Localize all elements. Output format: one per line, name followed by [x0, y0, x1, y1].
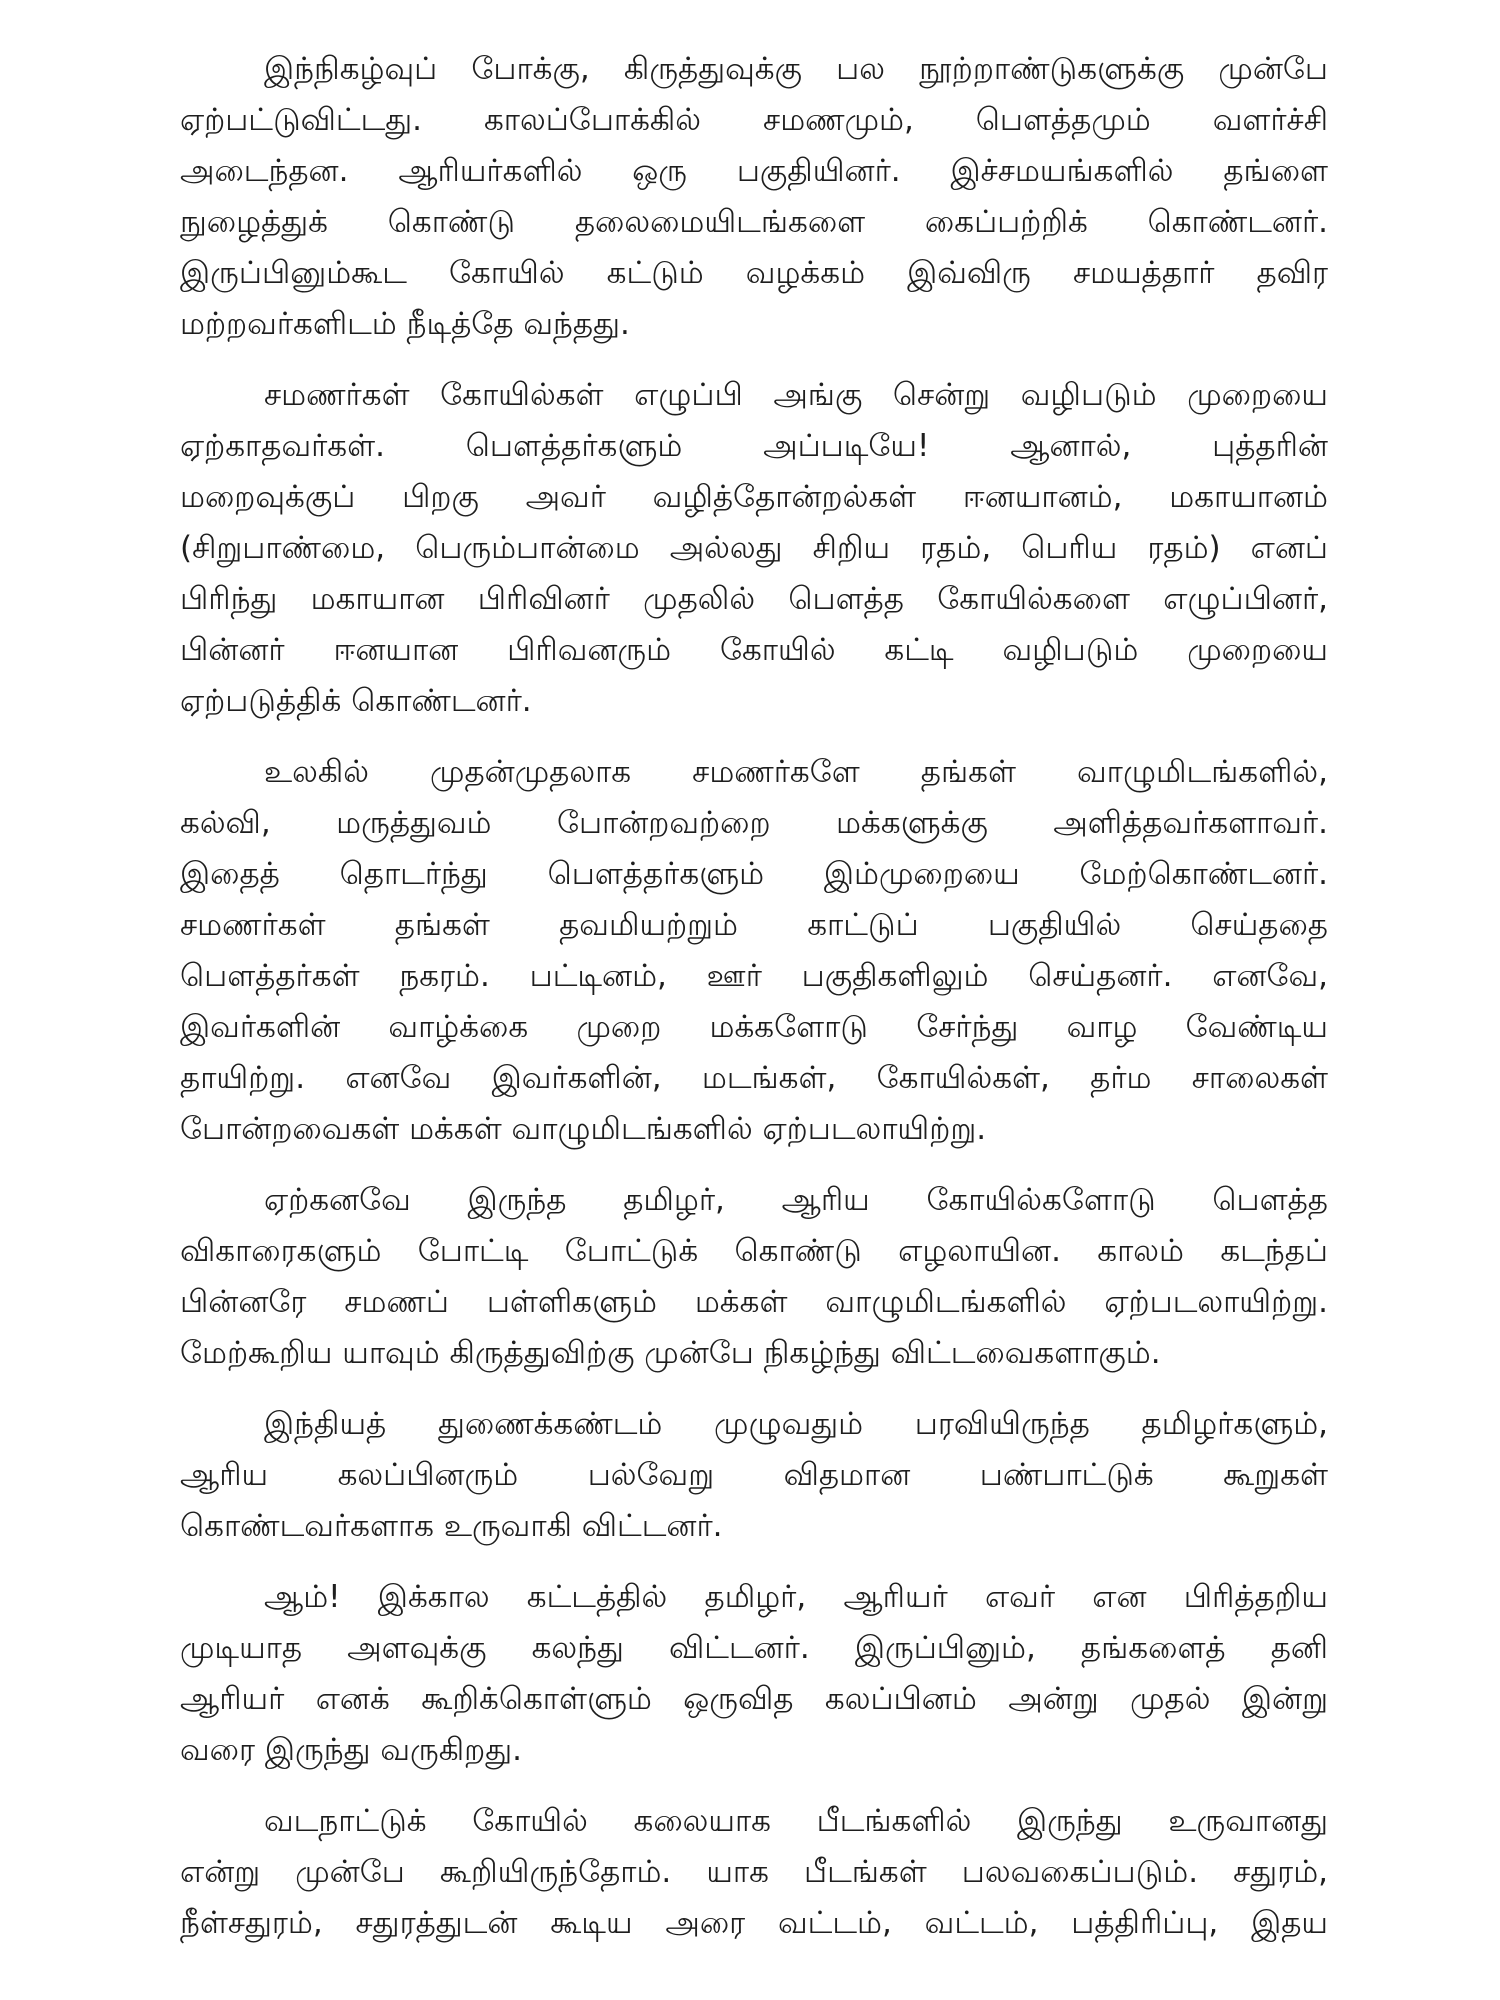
text-line: ஆரிய கலப்பினரும் பல்வேறு விதமான பண்பாட்டுக் கூறுகள்: [180, 1457, 1328, 1493]
text-line: கொண்டவர்களாக உருவாகி விட்டனர்.: [180, 1508, 723, 1544]
paragraph-6: [180, 1572, 1328, 1776]
text-line: நுழைத்துக் கொண்டு தலைமையிடங்களை கைப்பற்றிக் கொண்டனர்.: [180, 204, 1328, 240]
text-line: வரை இருந்து வருகிறது.: [180, 1732, 523, 1768]
text-line: என்று முன்பே கூறியிருந்தோம். யாக பீடங்கள் பலவகைப்படும். சதுரம்,: [180, 1854, 1328, 1890]
text-line: பிரிந்து மகாயான பிரிவினர் முதலில் பௌத்த கோயில்களை எழுப்பினர்,: [180, 581, 1328, 617]
text-line: இதைத் தொடர்ந்து பௌத்தர்களும் இம்முறையை மேற்கொண்டனர்.: [180, 856, 1328, 892]
text-line: ஆம்! இக்கால கட்டத்தில் தமிழர், ஆரியர் எவர் என பிரித்தறிய: [264, 1579, 1328, 1615]
text-line: ஏற்காதவர்கள். பௌத்தர்களும் அப்படியே! ஆனால், புத்தரின்: [180, 428, 1328, 464]
text-line: ஏற்கனவே இருந்த தமிழர், ஆரிய கோயில்களோடு பௌத்த: [264, 1182, 1328, 1218]
text-line: சமணர்கள் தங்கள் தவமியற்றும் காட்டுப் பகுதியில் செய்ததை: [180, 907, 1328, 943]
paragraph-7: [180, 1796, 1328, 1949]
text-line: (சிறுபாண்மை, பெரும்பான்மை அல்லது சிறிய ரதம், பெரிய ரதம்) எனப்: [180, 530, 1328, 566]
text-line: ஏற்படுத்திக் கொண்டனர்.: [180, 683, 532, 719]
text-line: இந்தியத் துணைக்கண்டம் முழுவதும் பரவியிருந்த தமிழர்களும்,: [264, 1406, 1328, 1442]
text-line: பௌத்தர்கள் நகரம். பட்டினம், ஊர் பகுதிகளிலும் செய்தனர். எனவே,: [180, 958, 1328, 994]
text-line: போன்றவைகள் மக்கள் வாழுமிடங்களில் ஏற்படலாயிற்று.: [180, 1111, 987, 1147]
text-line: விகாரைகளும் போட்டி போட்டுக் கொண்டு எழலாயின. காலம் கடந்தப்: [180, 1233, 1328, 1269]
text-line: பின்னர் ஈனயான பிரிவனரும் கோயில் கட்டி வழிபடும் முறையை: [180, 632, 1328, 668]
text-line: இவர்களின் வாழ்க்கை முறை மக்களோடு சேர்ந்து வாழ வேண்டிய: [180, 1009, 1328, 1045]
text-line: மேற்கூறிய யாவும் கிருத்துவிற்கு முன்பே நிகழ்ந்து விட்டவைகளாகும்.: [180, 1335, 1161, 1371]
paragraph-4: [180, 1175, 1328, 1379]
text-line: மற்றவர்களிடம் நீடித்தே வந்தது.: [180, 306, 630, 342]
text-line: தாயிற்று. எனவே இவர்களின், மடங்கள், கோயில்கள், தர்ம சாலைகள்: [180, 1060, 1328, 1096]
text-line: முடியாத அளவுக்கு கலந்து விட்டனர். இருப்பினும், தங்களைத் தனி: [180, 1630, 1328, 1666]
text-line: பின்னரே சமணப் பள்ளிகளும் மக்கள் வாழுமிடங்களில் ஏற்படலாயிற்று.: [180, 1284, 1328, 1320]
text-line: நீள்சதுரம், சதுரத்துடன் கூடிய அரை வட்டம், வட்டம், பத்திரிப்பு, இதய: [180, 1905, 1328, 1941]
text-line: மறைவுக்குப் பிறகு அவர் வழித்தோன்றல்கள் ஈனயானம், மகாயானம்: [180, 479, 1328, 515]
paragraph-2: [180, 370, 1328, 727]
text-line: இருப்பினும்கூட கோயில் கட்டும் வழக்கம் இவ்விரு சமயத்தார் தவிர: [180, 255, 1328, 291]
text-line: வடநாட்டுக் கோயில் கலையாக பீடங்களில் இருந்து உருவானது: [264, 1803, 1328, 1839]
paragraph-5: [180, 1399, 1328, 1552]
text-line: கல்வி, மருத்துவம் போன்றவற்றை மக்களுக்கு அளித்தவர்களாவர்.: [180, 805, 1328, 841]
text-line: சமணர்கள் கோயில்கள் எழுப்பி அங்கு சென்று வழிபடும் முறையை: [264, 377, 1328, 413]
text-line: அடைந்தன. ஆரியர்களில் ஒரு பகுதியினர். இச்சமயங்களில் தங்ளை: [180, 153, 1328, 189]
text-column: [180, 44, 1328, 1949]
text-line: ஆரியர் எனக் கூறிக்கொள்ளும் ஒருவித கலப்பினம் அன்று முதல் இன்று: [180, 1681, 1328, 1717]
paragraph-1: [180, 44, 1328, 350]
text-line: ஏற்பட்டுவிட்டது. காலப்போக்கில் சமணமும், பௌத்தமும் வளர்ச்சி: [180, 102, 1328, 138]
text-line: இந்நிகழ்வுப் போக்கு, கிருத்துவுக்கு பல நூற்றாண்டுகளுக்கு முன்பே: [264, 51, 1328, 87]
paragraph-3: [180, 747, 1328, 1155]
text-line: உலகில் முதன்முதலாக சமணர்களே தங்கள் வாழுமிடங்களில்,: [264, 754, 1328, 790]
